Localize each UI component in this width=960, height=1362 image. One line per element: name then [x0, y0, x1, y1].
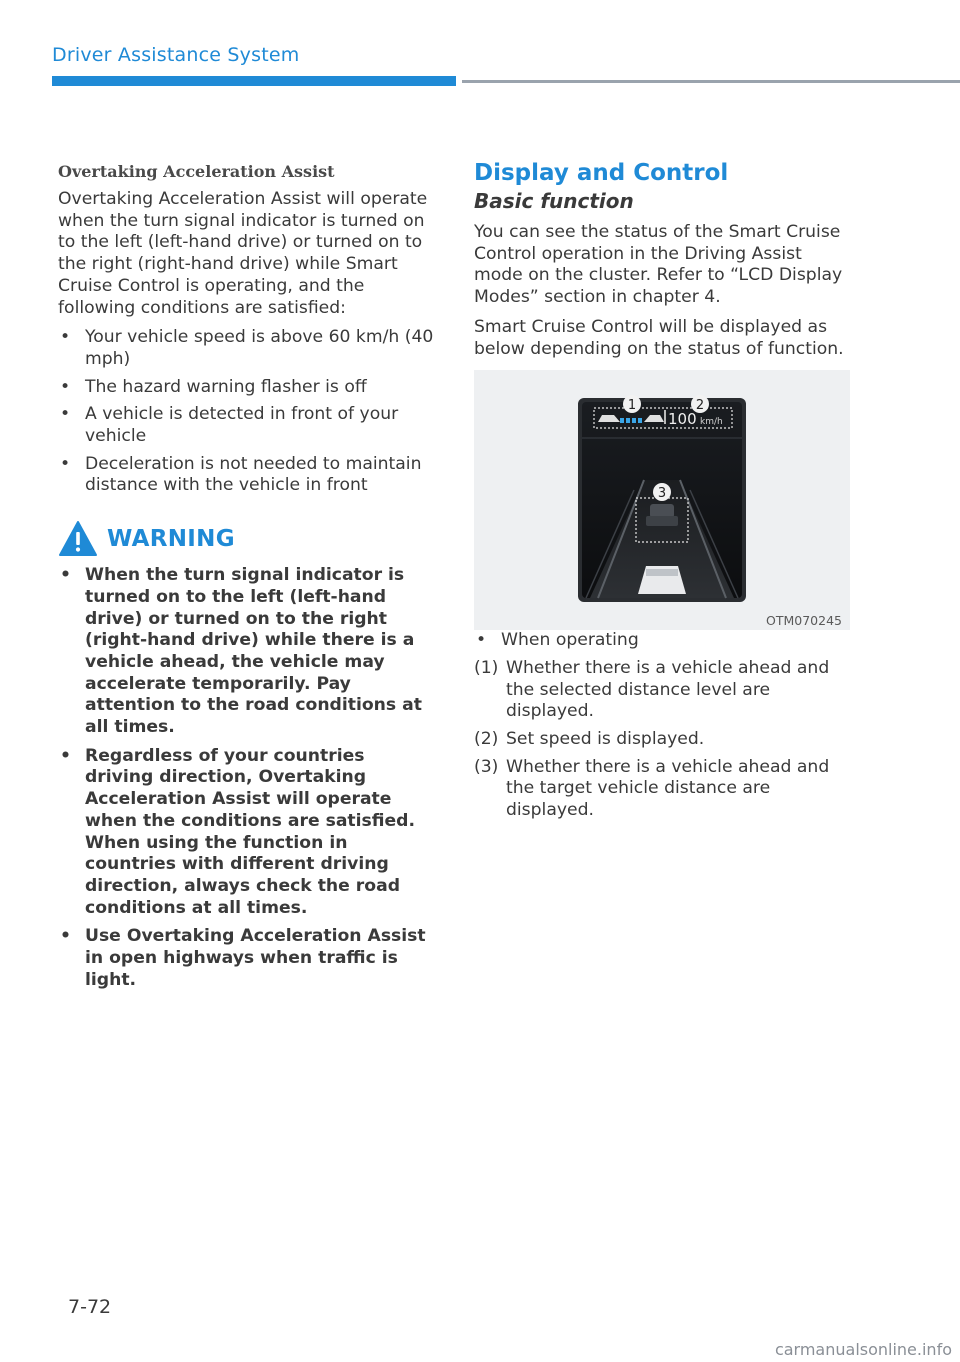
warning-header: [58, 519, 438, 559]
section-title: Display and Control: [474, 160, 729, 186]
list-item: • Deceleration is not needed to maintain distance with the vehicle in front: [60, 453, 422, 496]
list-item: • The hazard warning flasher is off: [60, 376, 367, 397]
list-item: (1) Whether there is a vehicle ahead and the selected distance level are displayed.: [474, 657, 830, 722]
cluster-display-illustration: [474, 370, 850, 630]
warning-list: [58, 565, 438, 991]
header-rule: [462, 80, 960, 83]
list-item: • A vehicle is detected in front of your vehicle: [60, 404, 399, 447]
basic-function-para: You can see the status of the Smart Cruise Control operation in the Driving Assist mode on the cluster. Refer to “LCD Display Modes” section in chapter 4.: [474, 222, 843, 308]
right-column: [474, 160, 854, 828]
list-item: • Use Overtaking Acceleration Assist in open highways when traffic is light.: [60, 926, 426, 990]
numbered-list: [474, 658, 854, 822]
page-number: 7-72: [68, 1296, 112, 1318]
list-item: • Your vehicle speed is above 60 km/h (40 mph): [60, 327, 434, 369]
overtaking-heading: Overtaking Acceleration Assist: [58, 162, 335, 181]
operating-list: [474, 630, 854, 652]
list-item: (3) Whether there is a vehicle ahead and the target vehicle distance are displayed.: [474, 756, 830, 821]
callout-1: 1: [627, 398, 637, 414]
sub-title: Basic function: [474, 189, 634, 213]
header-accent-bar: [52, 76, 456, 86]
overtaking-intro: Overtaking Acceleration Assist will operate when the turn signal indicator is turned on to the left (left-hand drive) or turned on to the right (right-hand drive) while Smart Cruise Control is operating, and the following conditions are satisfied:: [58, 189, 428, 318]
watermark-link[interactable]: carmanualsonline.info: [774, 1340, 952, 1359]
callout-3: 3: [657, 486, 667, 502]
callout-2: 2: [695, 398, 705, 414]
running-header: Driver Assistance System: [52, 44, 300, 66]
list-item: • When operating: [476, 630, 639, 651]
list-item: • Regardless of your countries driving direction, Overtaking Acceleration Assist will operate when the conditions are satisfied. When using the function in countries with different driving direction, always check the road conditions at all times.: [60, 745, 415, 918]
list-item: (2) Set speed is displayed.: [474, 729, 705, 750]
list-item: • When the turn signal indicator is turned on to the left (left-hand drive) or turned on to the right (right-hand drive) while there is a vehicle ahead, the vehicle may accelerate temporarily. Pay attention to the road conditions at all times.: [60, 565, 422, 738]
figure-code: OTM070245: [766, 613, 842, 629]
cluster-figure: [474, 370, 850, 630]
conditions-list: [58, 327, 438, 497]
display-para: Smart Cruise Control will be displayed as below depending on the status of function.: [474, 316, 844, 359]
set-speed-value: 100: [668, 410, 697, 429]
warning-label: WARNING: [107, 526, 235, 553]
left-column: [58, 160, 438, 999]
set-speed-unit: km/h: [700, 417, 723, 428]
warning-triangle-icon: [58, 519, 98, 559]
